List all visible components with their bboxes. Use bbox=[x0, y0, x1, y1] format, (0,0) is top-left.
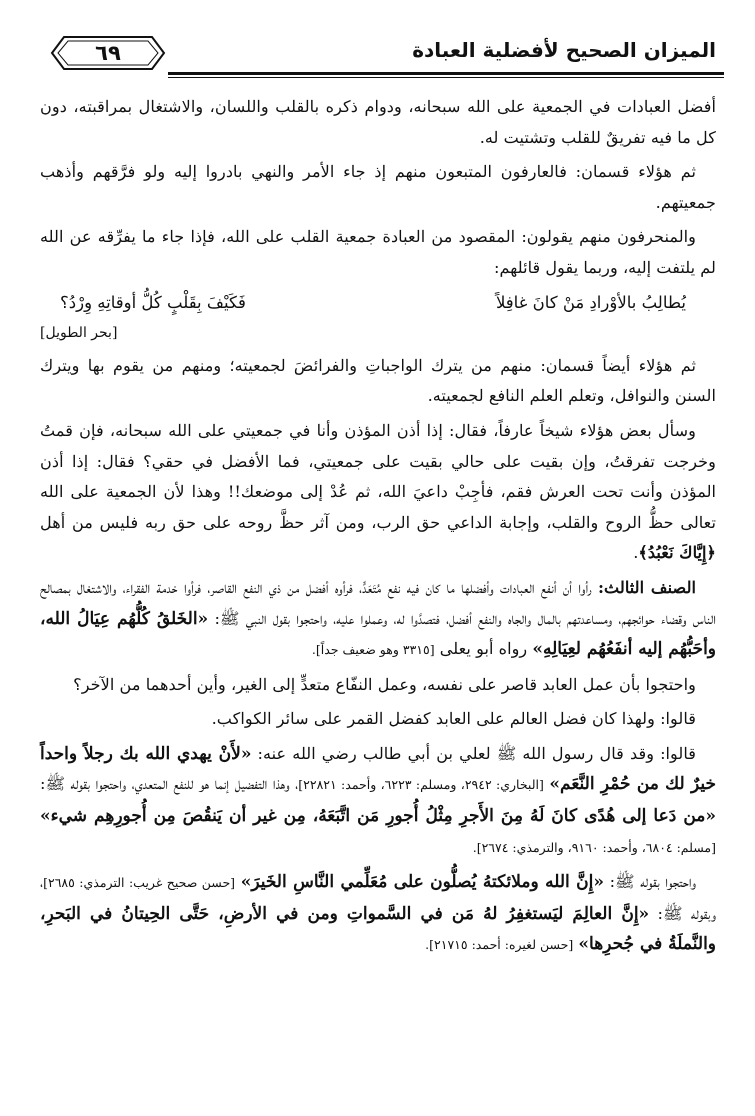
paragraph-1: أفضل العبادات في الجمعية على الله سبحانه، ودوام ذكره بالقلب واللسان، والاشتغال بمراقبته، دون كل ما فيه تفريقٌ للقلب وتشتيت له. bbox=[40, 97, 716, 147]
paragraph-9-intro: قالوا: وقد قال رسول الله ﷺ لعلي بن أبي طالب رضي الله عنه: bbox=[257, 743, 696, 763]
poem-verse bbox=[40, 288, 716, 319]
hadith-teachers: «إِنَّ الله وملائكتهُ يُصلُّون على مُعَلِّمي النَّاسِ الخَيرَ» bbox=[240, 872, 604, 893]
main-text bbox=[40, 92, 716, 965]
paragraph-8: قالوا: ولهذا كان فضل العالم على العابد كفضل القمر على سائر الكواكب. bbox=[211, 709, 696, 729]
hadith-reference: [مسلم: ٦٨٠٤، وأحمد: ٩١٦٠، والترمذي: ٢٦٧٤]. bbox=[472, 839, 716, 855]
paragraph-2: ثم هؤلاء قسمان: فالعارفون المتبعون منهم إذ جاء الأمر والنهي بادروا إليه ولو فرَّقهم وأذهب جمعيتهم. bbox=[40, 162, 716, 212]
header-rule-thin bbox=[168, 77, 724, 78]
page-header bbox=[34, 28, 724, 78]
page-number: ٦٩ bbox=[95, 41, 121, 65]
hadith-reference: [حسن لغيره: أحمد: ٢١٧١٥]. bbox=[425, 937, 574, 953]
paragraph-7: واحتجوا بأن عمل العابد قاصر على نفسه، وعمل النفّاع متعدٍّ إلى الغير، وأين أحدهما من الآخر؟ bbox=[73, 674, 696, 694]
paragraph-10-middle: ، وبقوله ﷺ: bbox=[40, 872, 717, 923]
hadith-scholar-forgiveness: «إِنَّ العالِمَ ليَستغفِرُ لهُ مَن في السَّمواتِ ومن في الأرضِ، حَتَّى الحِيتانُ في البَحرِ، والنَّملَةُ في جُحرِها» bbox=[40, 903, 716, 955]
paragraph-6-tail: رواه أبو يعلى bbox=[439, 639, 528, 659]
poem-meter: [بحر الطويل] bbox=[40, 325, 118, 342]
paragraph-6-text: رأوا أن أنفع العبادات وأفضلها ما كان فيه نفع مُتَعَدٍّ، فرأوه أفضل من ذي النفع القاصر، فرأوا خدمة الفقراء، والاشتغال بمصالح الناس وقضاء حوائجهم، ومساعدتهم بالمال والجاه والنفع أفضل، فتصدَّوا له، وعملوا عليه، واحتجوا بقول النبي ﷺ: bbox=[40, 577, 716, 628]
hadith-reference: [حسن صحيح غريب: الترمذي: ٢٦٨٥] bbox=[43, 875, 236, 891]
paragraph-9-middle: ، وهذا التفضيل إنما هو للنفع المتعدي، واحتجوا بقوله ﷺ: bbox=[40, 774, 299, 794]
hadith-reference: [البخاري: ٢٩٤٢، ومسلم: ٦٢٢٣، وأحمد: ٢٢٨٢١] bbox=[298, 777, 544, 793]
paragraph-10 bbox=[40, 867, 716, 961]
paragraph-5: وسأل بعض هؤلاء شيخاً عارفاً، فقال: إذا أذن المؤذن وأنا في جمعيتي على الله سبحانه، فإن قمتُ وخرجت تفرقتُ، وإن بقيت على حالي بقيت على جمعيتي، فما الأفضل في حقي؟ فقال: إذا أذن المؤذن وأنت تحت العرش فقم، فأجِبْ داعيَ الله، ثم عُدْ إلى موضعك!! وهذا لأن الجمعية على الله تعالى حظُّ الروح والقلب، وإجابة الداعي حق الرب، ومن آثر حظَّ روحه على حق ربه فليس من أهل ﴿إِيَّاكَ نَعْبُدُ﴾. bbox=[40, 420, 716, 563]
quran-citation: ﴿إِيَّاكَ نَعْبُدُ﴾ bbox=[638, 543, 716, 563]
hadith-reference: [٣٣١٥ وهو ضعيف جداً]. bbox=[311, 642, 435, 658]
paragraph-6 bbox=[40, 573, 716, 666]
paragraph-9 bbox=[40, 739, 716, 863]
paragraph-4: ثم هؤلاء أيضاً قسمان: منهم من يترك الواجباتِ والفرائضَ لجمعيته؛ ومنهم من يقوم بها ويترك السنن والنوافل، وتعلم العلم النافع لجمعيته. bbox=[40, 355, 716, 406]
paragraph-3: والمنحرفون منهم يقولون: المقصود من العبادة جمعية القلب على الله، فإذا جاء ما يفرِّقه عن الله لم يلتفت إليه، وربما يقول قائلهم: bbox=[40, 227, 716, 277]
header-rule bbox=[168, 72, 724, 75]
book-title: الميزان الصحيح لأفضلية العبادة bbox=[412, 38, 716, 62]
hadith-creation-family: «الخَلقُ كُلُّهُم عِيَالُ الله، وأحَبُّهُم إليه أنفَعُهُم لعِيَالِهِ» bbox=[40, 608, 716, 660]
paragraph-5-text: وسأل بعض هؤلاء شيخاً عارفاً، فقال: إذا أذن المؤذن وأنا في جمعيتي على الله سبحانه، فإن قمتُ وخرجت تفرقتُ، وإن بقيت على حالي بقيت على جمعيتي، فما الأفضل في حقي؟ فقال: إذا أذن المؤذن وأنت تحت العرش فقم، فأجِبْ داعيَ الله، ثم عُدْ إلى موضعك!! وهذا لأن الجمعية على الله تعالى حظُّ الروح والقلب، وإجابة الداعي حق الرب، ومن آثر حظَّ روحه على حق ربه فليس من أهل bbox=[40, 420, 716, 532]
hadith-guidance: «لأَنْ يهدي الله بك رجلاً واحداً خيرٌ لك من حُمْرِ النَّعَم» bbox=[40, 743, 716, 795]
verse-second-hemistich: فَكَيْفَ بِقَلْبٍ كُلُّ أوقاتِهِ وِرْدُ؟ bbox=[60, 292, 246, 312]
third-category-heading: الصنف الثالث: bbox=[598, 577, 696, 597]
paragraph-10-intro: واحتجوا بقوله ﷺ: bbox=[609, 872, 696, 892]
verse-first-hemistich: يُطالِبُ بالأوْرادِ مَنْ كانَ غافِلاً bbox=[495, 292, 686, 312]
hadith-calling-to-guidance: «من دَعا إلى هُدًى كانَ لَهُ مِنَ الأَجرِ مِثْلُ أُجورِ مَن اتَّبَعَهُ، مِن غير أن يَنقُصَ مِن أُجورِهِم شيء» bbox=[40, 806, 716, 827]
